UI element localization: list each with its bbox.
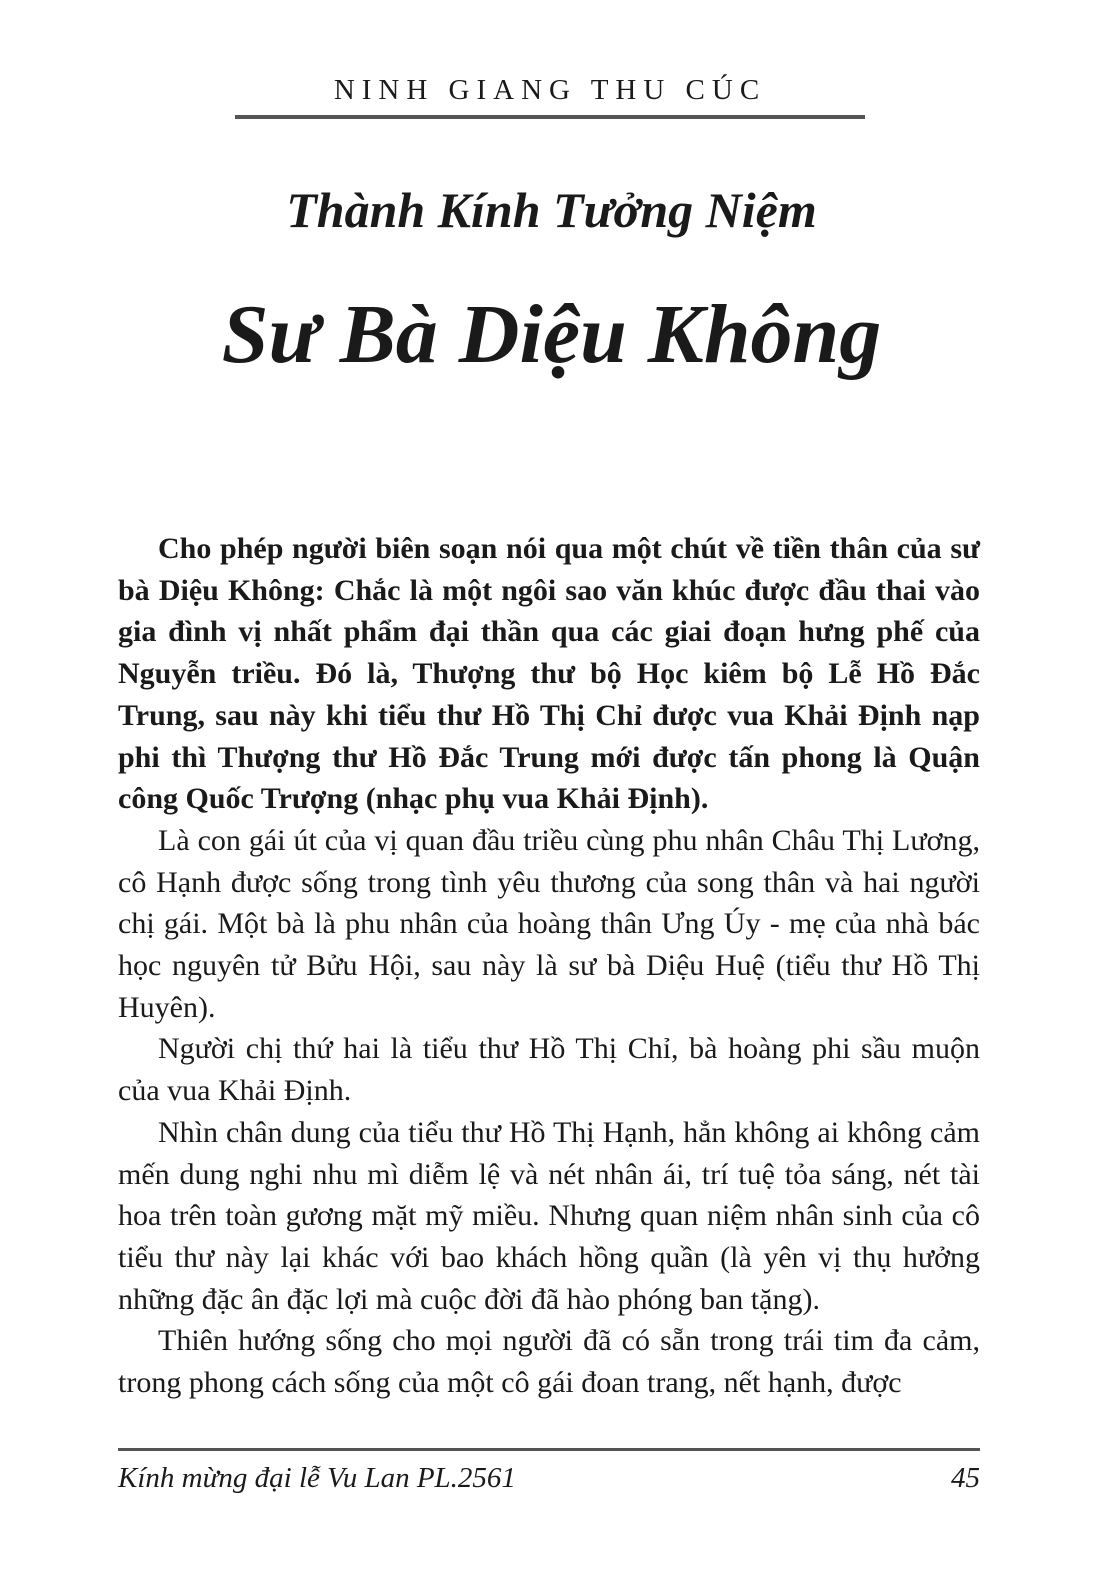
paragraph: Nhìn chân dung của tiểu thư Hồ Thị Hạnh, hẳn không ai không cảm mến dung nghi nhu mì diễm lệ và nét nhân ái, trí tuệ tỏa sáng, nét tài hoa trên toàn gương mặt mỹ miều. Nhưng quan niệm nhân sinh của cô tiểu thư này lại khác với bao khách hồng quần (là yên vị thụ hưởng những đặc ân đặc lợi mà cuộc đời đã hào phóng ban tặng). xyxy=(118,1115,980,1316)
paragraph: Thiên hướng sống cho mọi người đã có sẵn trong trái tim đa cảm, trong phong cách sống của một cô gái đoan trang, nết hạnh, được xyxy=(118,1324,980,1400)
page-number: 45 xyxy=(951,1462,980,1494)
footer-publication: Kính mừng đại lễ Vu Lan PL.2561 xyxy=(118,1462,516,1494)
header-rule xyxy=(235,115,865,119)
paragraph: Là con gái út của vị quan đầu triều cùng phu nhân Châu Thị Lương, cô Hạnh được sống trong tình yêu thương của song thân và hai người chị gái. Một bà là phu nhân của hoàng thân Ưng Úy - mẹ của nhà bác học nguyên tử Bửu Hội, sau này là sư bà Diệu Huệ (tiểu thư Hồ Thị Huyên). xyxy=(118,823,980,1024)
footer-rule xyxy=(118,1448,980,1451)
running-header: NINH GIANG THU CÚC xyxy=(333,74,767,106)
paragraph-lead: Cho phép người biên soạn nói qua một chút về tiền thân của sư bà Diệu Không: Chắc là một ngôi sao văn khúc được đầu thai vào gia đình vị nhất phẩm đại thần qua các giai đoạn hưng phế của Nguyễn triều. Đó là, Thượng thư bộ Học kiêm bộ Lễ Hồ Đắc Trung, sau này khi tiểu thư Hồ Thị Chỉ được vua Khải Định nạp phi thì Thượng thư Hồ Đắc Trung mới được tấn phong là Quận công Quốc Trượng (nhạc phụ vua Khải Định). xyxy=(118,532,980,816)
article-title: Sư Bà Diệu Không xyxy=(221,288,882,381)
article-body xyxy=(118,528,980,1404)
paragraph: Người chị thứ hai là tiểu thư Hồ Thị Chỉ, bà hoàng phi sầu muộn của vua Khải Định. xyxy=(118,1032,980,1108)
article-subtitle: Thành Kính Tưởng Niệm xyxy=(286,182,817,238)
